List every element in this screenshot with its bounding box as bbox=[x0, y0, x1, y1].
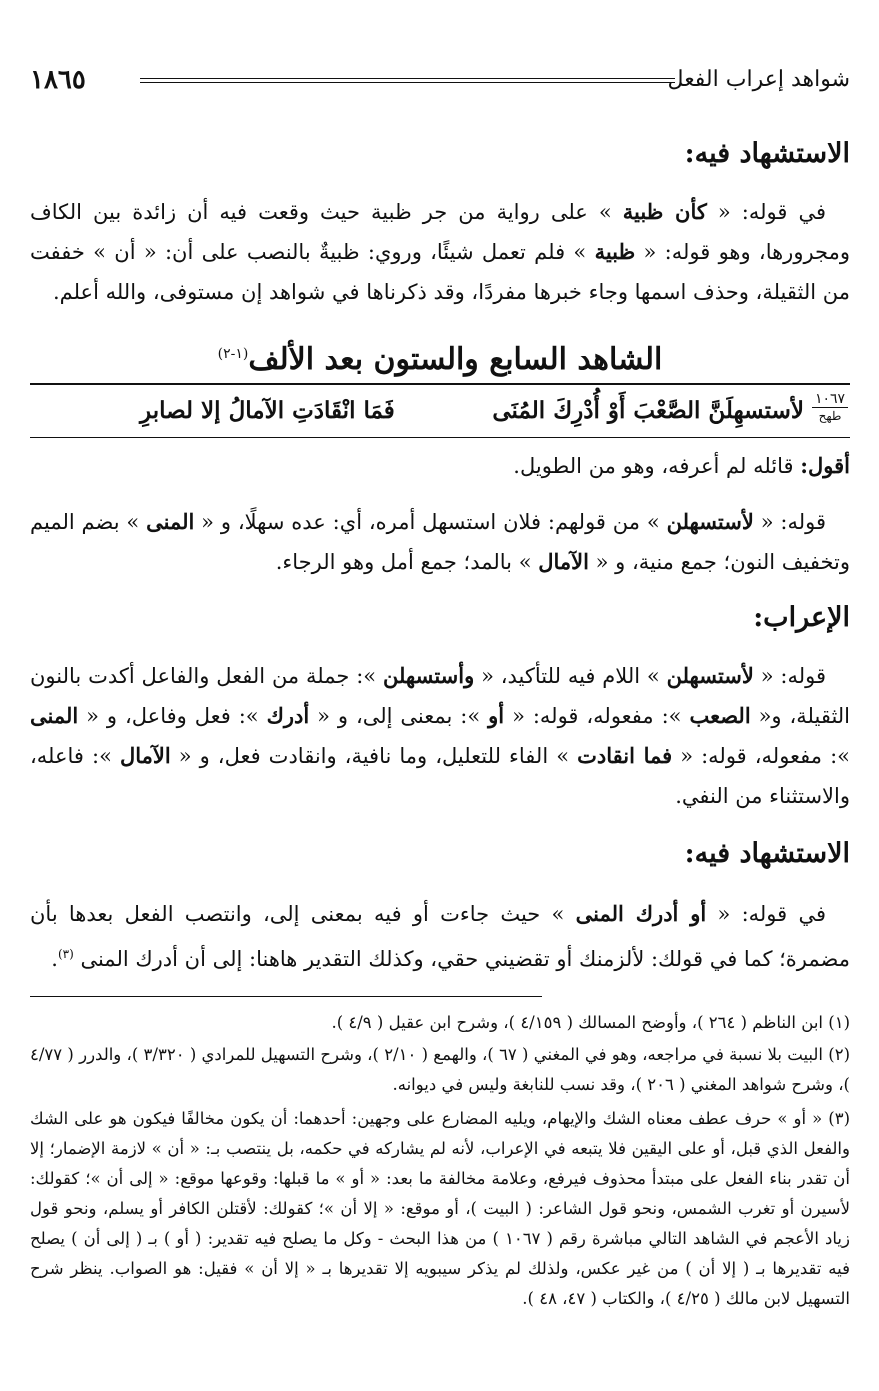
witness-title bbox=[30, 332, 850, 382]
text-run: »: جملة من الفعل والفاعل أكدت بالنون الثقيلة، و« bbox=[30, 664, 851, 728]
text-run: قوله: « bbox=[753, 664, 827, 688]
text-run: » فلم تعمل شيئًا، وروي: ظبيةٌ بالنصب على أن: « أن » خففت من الثقيلة، وحذف اسمها وجاء خبرها مفردًا، وقد ذكرناها في شواهد إن مستوفى، والله أعلم. bbox=[30, 240, 850, 304]
keyword: المنى bbox=[30, 703, 79, 728]
text-run: قوله: « bbox=[753, 510, 827, 534]
footnote-separator bbox=[30, 996, 542, 997]
keyword: أو أدرك المنى bbox=[575, 901, 707, 926]
text-run: »: مفعوله، قوله: « bbox=[672, 744, 851, 768]
text-run: » على رواية من جر ظبية حيث وقعت فيه أن زائدة بين الكاف ومجرورها، وهو قوله: « bbox=[30, 200, 850, 264]
paragraph-irab bbox=[30, 656, 850, 816]
verse-number bbox=[812, 391, 848, 424]
text-run: في قوله: « bbox=[706, 200, 826, 224]
witness-title-text: الشاهد السابع والستون بعد الألف bbox=[248, 342, 663, 377]
text-run: » بضم الميم وتخفيف النون؛ جمع منية، و « bbox=[30, 510, 850, 574]
keyword: الصعب bbox=[689, 703, 751, 728]
running-header bbox=[30, 64, 850, 100]
keyword: لأستسهلن bbox=[666, 509, 754, 534]
text-run: »: مفعوله، قوله: « bbox=[504, 704, 690, 728]
keyword: الآمال bbox=[119, 743, 171, 768]
verse-hemistich-2: فَمَا انْقَادَتِ الآمالُ إلا لصابرِ bbox=[140, 397, 395, 424]
text-run: » من قولهم: فلان استسهل أمره، أي: عده سهلًا، و « bbox=[194, 510, 667, 534]
footnote-3: (٣) « أو » حرف عطف معناه الشك والإيهام، ويليه المضارع على وجهين: أحدهما: أن يكون مخالفًا فيكون هو على الشك والفعل الذي قبل، أو على اليقين فلا يتبعه في الإعراب، لأنه لم يشاركه في حكمه، بل ينتصب بـ: « أن » لازمة الإضمار؛ إلا أن تقدر بناء الفعل على مبتدأ محذوف فيرفع، وعلامة مخالفة ما بعد: « أو » ما قبلها: وقوعها موقع: « إلى أن »؛ كقولك: لأسيرن أو تغرب الشمس، ونحو قول الشاعر: ( البيت )، أو موقع: « إلا أن »؛ كقولك: لأقتلن الكافر أو يسلم، ونحو قول زياد الأعجم في الشاهد التالي مباشرة رقم ( ١٠٦٧ ) من هذا البحث - وكل ما يصلح فيه تقدير: ( أو ) بـ ( إلى أن ) يصلح فيه تقديرها بـ ( إلا أن ) من غير عكس، ولذلك لم يذكر سيبويه إلا تقديرها بـ « إلا أن » فقيل: هو الصواب. ينظر شرح التسهيل لابن مالك ( ٤/٢٥ )، والكتاب ( ٤٧، ٤٨ ). bbox=[30, 1109, 850, 1308]
keyword: ظبية bbox=[594, 239, 636, 264]
footnote-ref: (٣) bbox=[57, 947, 74, 961]
footnote-1: (١) ابن الناظم ( ٢٦٤ )، وأوضح المسالك ( ٤/١٥٩ )، وشرح ابن عقيل ( ٤/٩ ). bbox=[331, 1013, 850, 1032]
text-run: »: بمعنى إلى، و « bbox=[309, 704, 489, 728]
text-run: »: فعل وفاعل، و « bbox=[78, 704, 267, 728]
keyword: لأستسهلن bbox=[666, 663, 754, 688]
keyword: المنى bbox=[146, 509, 195, 534]
paragraph-istishhad-2 bbox=[30, 894, 850, 979]
verse-number-value: ١٠٦٧ bbox=[812, 391, 848, 408]
keyword: الآمال bbox=[538, 549, 589, 574]
keyword: فما انقادت bbox=[577, 743, 673, 768]
footnote-2: (٢) البيت بلا نسبة في مراجعه، وهو في المغني ( ٦٧ )، والهمع ( ٢/١٠ )، وشرح التسهيل للمرادي ( ٣/٣٢٠ )، والدرر ( ٤/٧٧ )، وشرح شواهد المغني ( ٢٠٦ )، وقد نسب للنابغة وليس في ديوانه. bbox=[30, 1045, 851, 1094]
text-run: »: فاعله، والاستثناء من النفي. bbox=[30, 744, 850, 808]
text-run: . bbox=[51, 947, 58, 971]
paragraph-istishhad-1 bbox=[30, 192, 850, 312]
keyword: وأستسهلن bbox=[382, 663, 475, 688]
section-heading-istishhad-2: الاستشهاد فيه: bbox=[684, 838, 850, 869]
footnote-ref: (١-٢) bbox=[217, 346, 249, 362]
keyword: أدرك bbox=[266, 703, 310, 728]
text-run: » اللام فيه للتأكيد، « bbox=[474, 664, 667, 688]
keyword: أقول: bbox=[800, 453, 850, 478]
section-heading-istishhad-1: الاستشهاد فيه: bbox=[684, 138, 850, 169]
page-number: ١٨٦٥ bbox=[30, 65, 86, 95]
text-run: » بالمد؛ جمع أمل وهو الرجاء. bbox=[275, 550, 539, 574]
verse-box bbox=[30, 383, 850, 438]
text-run: » الفاء للتعليل، وما نافية، وانقادت فعل، و « bbox=[170, 744, 578, 768]
verse-hemistich-1: لأستسهِلَنَّ الصَّعْبَ أَوْ أُدْرِكَ المُنَى bbox=[492, 397, 804, 424]
keyword: أو bbox=[488, 703, 505, 728]
section-heading-irab: الإعراب: bbox=[753, 602, 850, 633]
keyword: كأن ظبية bbox=[622, 199, 707, 224]
running-title: شواهد إعراب الفعل bbox=[667, 67, 850, 92]
header-double-rule bbox=[140, 78, 675, 83]
text-run: قائله لم أعرفه، وهو من الطويل. bbox=[513, 454, 801, 478]
paragraph-vocabulary bbox=[30, 502, 850, 582]
text-run: » حيث جاءت أو فيه بمعنى إلى، وانتصب الفعل بعدها بأن مضمرة؛ كما في قولك: لألزمنك أو تقضيني حقي، وكذلك التقدير هاهنا: إلى أن أدرك المنى bbox=[30, 902, 850, 971]
text-run: في قوله: « bbox=[706, 902, 826, 926]
verse-number-mark: طهح bbox=[818, 409, 842, 423]
paragraph-aqul bbox=[30, 446, 850, 486]
